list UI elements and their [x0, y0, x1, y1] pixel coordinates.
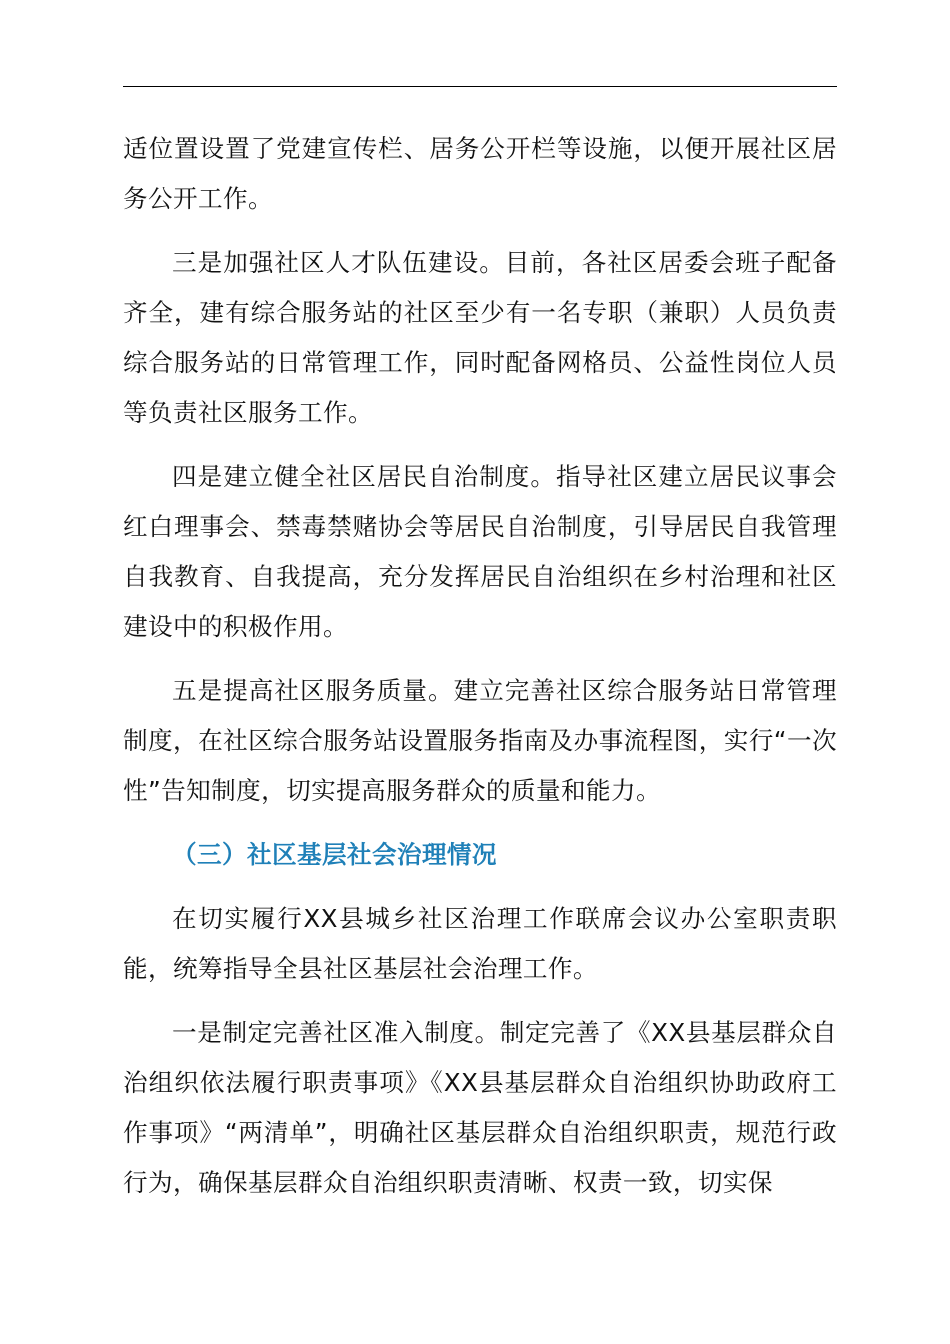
document-body — [123, 124, 837, 1208]
header-rule — [123, 86, 837, 87]
paragraph-access-system: 一是制定完善社区准入制度。制定完善了《XX县基层群众自治组织依法履行职责事项》《XX县基层群众自治组织协助政府工作事项》“两清单”，明确社区基层群众自治组织职责，规范行政行为，确保基层群众自治组织职责清晰、权责一致，切实保 — [123, 1018, 837, 1197]
paragraph-talent-team: 三是加强社区人才队伍建设。目前，各社区居委会班子配备齐全，建有综合服务站的社区至少有一名专职（兼职）人员负责综合服务站的日常管理工作，同时配备网格员、公益性岗位人员等负责社区服务工作。 — [123, 248, 837, 427]
paragraph-continuation: 适位置设置了党建宣传栏、居务公开栏等设施，以便开展社区居务公开工作。 — [123, 134, 837, 213]
paragraph-governance-intro: 在切实履行XX县城乡社区治理工作联席会议办公室职责职能，统筹指导全县社区基层社会治理工作。 — [123, 904, 837, 983]
paragraph-resident-autonomy: 四是建立健全社区居民自治制度。指导社区建立居民议事会红白理事会、禁毒禁赌协会等居民自治制度，引导居民自我管理自我教育、自我提高，充分发挥居民自治组织在乡村治理和社区建设中的积极作用。 — [123, 462, 837, 641]
section-heading: （三）社区基层社会治理情况 — [172, 840, 497, 869]
paragraph-service-quality: 五是提高社区服务质量。建立完善社区综合服务站日常管理制度，在社区综合服务站设置服务指南及办事流程图，实行“一次性”告知制度，切实提高服务群众的质量和能力。 — [123, 676, 837, 805]
